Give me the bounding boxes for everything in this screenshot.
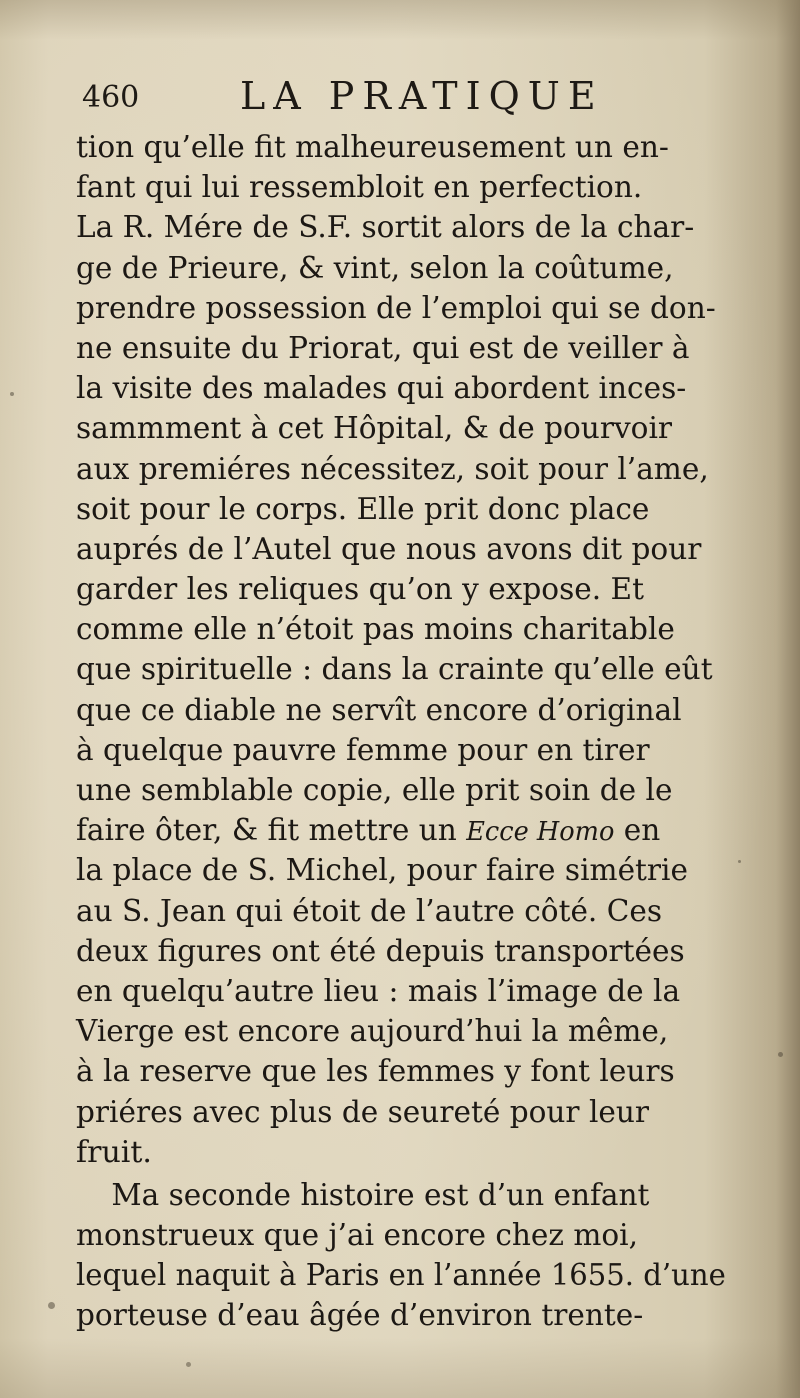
italic-phrase: Ecce Homo: [466, 817, 615, 848]
text-line: à la reserve que les femmes y font leurs: [76, 1054, 675, 1090]
text-line: que spirituelle : dans la crainte qu’elle eût: [76, 652, 713, 688]
ink-speck: [186, 1362, 191, 1367]
ink-speck: [10, 392, 14, 396]
text-line: au S. Jean qui étoit de l’autre côté. Ces: [76, 893, 662, 929]
text-line: en quelqu’autre lieu : mais l’image de la: [76, 973, 681, 1009]
text-line: la place de S. Michel, pour faire simétrie: [76, 853, 689, 889]
text-line: tion qu’elle fit malheureusement un en-: [76, 130, 669, 165]
text-line: prendre possession de l’emploi qui se don-: [76, 290, 716, 326]
text-line: garder les reliques qu’on y expose. Et: [76, 572, 644, 608]
text-line: à quelque pauvre femme pour en tirer: [76, 732, 650, 768]
text-line: porteuse d’eau âgée d’environ trente-: [76, 1298, 644, 1334]
page-number: 460: [82, 80, 140, 115]
text-line: une semblable copie, elle prit soin de le: [76, 773, 673, 808]
text-line: soit pour le corps. Elle prit donc place: [76, 491, 650, 527]
text-line: priéres avec plus de seureté pour leur: [76, 1094, 650, 1130]
text-line: comme elle n’étoit pas moins charitable: [76, 612, 675, 648]
text-line: La R. Mére de S.F. sortit alors de la char-: [76, 210, 695, 246]
text-line: que ce diable ne servît encore d’original: [76, 692, 682, 728]
paragraph-start-line: Ma seconde histoire est d’un enfant: [111, 1177, 650, 1213]
body-text: [76, 128, 736, 1337]
text-line: fant qui lui ressembloit en perfection.: [76, 170, 643, 206]
text-line: aux premiéres nécessitez, soit pour l’ame,: [76, 451, 709, 487]
text-line: ne ensuite du Priorat, qui est de veiller à: [76, 330, 690, 366]
text-line-with-italic: [76, 811, 726, 851]
page-header: [82, 72, 722, 122]
text-line: auprés de l’Autel que nous avons dit pour: [76, 531, 702, 567]
ink-speck: [738, 860, 741, 863]
ink-speck: [778, 1052, 783, 1057]
text-line: monstrueux que j’ai encore chez moi,: [76, 1218, 639, 1254]
text-line: ge de Prieure, & vint, selon la coûtume,: [76, 250, 674, 286]
text-line: Vierge est encore aujourd’hui la même,: [76, 1014, 669, 1050]
ink-speck: [48, 1302, 55, 1309]
text-line: sammment à cet Hôpital, & de pourvoir: [76, 411, 673, 447]
text-line: fruit.: [76, 1134, 152, 1170]
text-segment: faire ôter, & fit mettre un: [76, 813, 467, 849]
text-segment: en: [614, 813, 661, 849]
running-title: LA PRATIQUE: [240, 74, 604, 118]
text-line: deux figures ont été depuis transportées: [76, 933, 685, 969]
text-line: lequel naquit à Paris en l’année 1655. d’une: [76, 1258, 726, 1294]
text-line: la visite des malades qui abordent inces-: [76, 371, 687, 407]
